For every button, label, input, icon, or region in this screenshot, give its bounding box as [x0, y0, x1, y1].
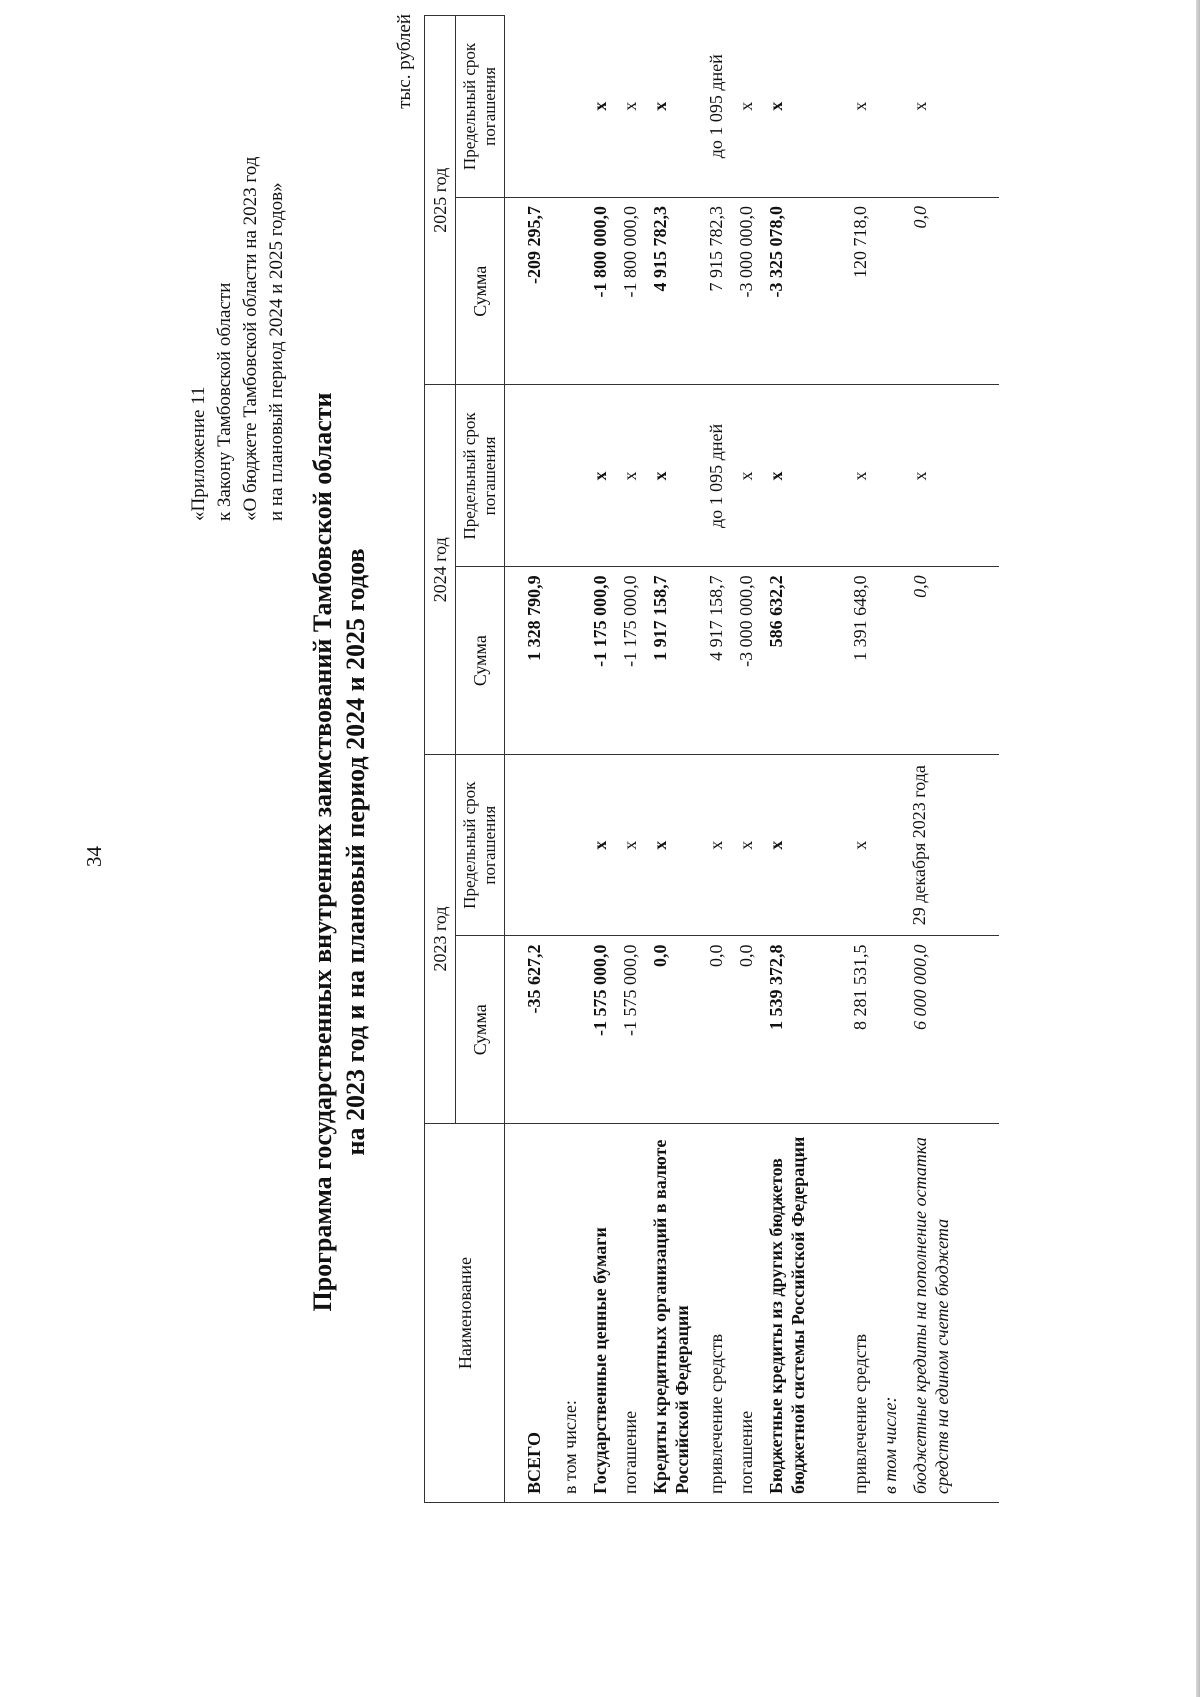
borrowing-program-table: [424, 15, 999, 1503]
term-2024: х: [589, 385, 619, 567]
sum-header-2023: Сумма: [456, 936, 505, 1124]
term-2025: х: [619, 16, 649, 198]
appendix-header: [186, 1, 290, 521]
term-2025: х: [909, 16, 999, 198]
table-row-securities: [589, 16, 619, 1503]
sum-header-2025: Сумма: [456, 197, 505, 385]
year-header-2023: 2023 год: [425, 754, 456, 1123]
row-name: в том числе:: [559, 1124, 589, 1503]
appendix-line: и на плановый период 2024 и 2025 годов»: [266, 182, 287, 521]
sum-2024: 586 632,2: [765, 567, 849, 755]
sum-2024: 1 328 790,9: [505, 567, 560, 755]
sum-2025: -3 000 000,0: [735, 197, 765, 385]
title-line-2: на 2023 год и на плановый период 2024 и 2025 годов: [341, 548, 370, 1156]
table-row-total: [505, 16, 560, 1503]
term-header-2023: Предельный срок погашения: [456, 754, 505, 936]
term-2025: х: [765, 16, 849, 198]
term-2023: х: [735, 754, 765, 936]
appendix-line: «О бюджете Тамбовской области на 2023 год: [240, 156, 261, 521]
term-2024: х: [619, 385, 649, 567]
table-row-bank-attraction: [705, 16, 735, 1503]
sum-2023: -1 575 000,0: [619, 936, 649, 1124]
term-2025: до 1 095 дней: [705, 16, 735, 198]
term-2023: [505, 754, 560, 936]
sum-2025: 0,0: [909, 197, 999, 385]
sum-2023: -35 627,2: [505, 936, 560, 1124]
term-2023: х: [705, 754, 735, 936]
term-2023: х: [619, 754, 649, 936]
term-2025: х: [735, 16, 765, 198]
sum-header-2024: Сумма: [456, 567, 505, 755]
appendix-line: «Приложение 11: [188, 386, 209, 521]
row-name: привлечение средств: [849, 1124, 879, 1503]
term-2023: [879, 754, 909, 936]
sum-2023: 0,0: [649, 936, 705, 1124]
sum-2023: [879, 936, 909, 1124]
term-2024: [505, 385, 560, 567]
term-2023: 29 декабря 2023 года: [909, 754, 999, 936]
sum-2025: [879, 197, 909, 385]
sum-2024: 4 917 158,7: [705, 567, 735, 755]
term-2025: х: [649, 16, 705, 198]
row-name: Кредиты кредитных организаций в валюте Российской Федерации: [649, 1124, 705, 1503]
term-2023: х: [649, 754, 705, 936]
table-row-including-italic: [879, 16, 909, 1503]
row-name: бюджетные кредиты на пополнение остатка средств на едином счете бюджета: [909, 1124, 999, 1503]
term-2023: [559, 754, 589, 936]
sum-2025: 4 915 782,3: [649, 197, 705, 385]
title-line-1: Программа государственных внутренних заимствований Тамбовской области: [308, 392, 337, 1312]
term-2025: х: [589, 16, 619, 198]
table-row-balance-replenishment: [909, 16, 999, 1503]
sum-2025: 7 915 782,3: [705, 197, 735, 385]
row-name: Бюджетные кредиты из других бюджетов бюджетной системы Российской Федерации: [765, 1124, 849, 1503]
term-2025: [559, 16, 589, 198]
appendix-line: к Закону Тамбовской области: [214, 282, 235, 521]
row-name: в том числе:: [879, 1124, 909, 1503]
term-2024: х: [735, 385, 765, 567]
table-row-budget-credits: [765, 16, 849, 1503]
term-header-2024: Предельный срок погашения: [456, 385, 505, 567]
term-2024: х: [849, 385, 879, 567]
sum-2023: [559, 936, 589, 1124]
term-header-2025: Предельный срок погашения: [456, 16, 505, 198]
term-2025: [505, 16, 560, 198]
sum-2023: 1 539 372,8: [765, 936, 849, 1124]
term-2024: [879, 385, 909, 567]
sum-2025: [559, 197, 589, 385]
term-2024: х: [909, 385, 999, 567]
term-2024: [559, 385, 589, 567]
term-2024: до 1 095 дней: [705, 385, 735, 567]
sum-2024: 1 917 158,7: [649, 567, 705, 755]
sum-2025: -1 800 000,0: [589, 197, 619, 385]
term-2024: х: [765, 385, 849, 567]
sum-2025: 120 718,0: [849, 197, 879, 385]
term-2023: х: [849, 754, 879, 936]
row-name: Государственные ценные бумаги: [589, 1124, 619, 1503]
sum-2025: -3 325 078,0: [765, 197, 849, 385]
sum-2023: 8 281 531,5: [849, 936, 879, 1124]
sum-2025: -1 800 000,0: [619, 197, 649, 385]
term-2024: х: [649, 385, 705, 567]
sum-2024: 0,0: [909, 567, 999, 755]
row-name: ВСЕГО: [505, 1124, 560, 1503]
sum-2024: [879, 567, 909, 755]
term-2025: х: [849, 16, 879, 198]
table-row-securities-repayment: [619, 16, 649, 1503]
sum-2023: 6 000 000,0: [909, 936, 999, 1124]
sum-2023: -1 575 000,0: [589, 936, 619, 1124]
sum-2024: -3 000 000,0: [735, 567, 765, 755]
document-title: [306, 87, 372, 1617]
table-row-bank-credits: [649, 16, 705, 1503]
page-number: 34: [82, 846, 106, 867]
sum-2023: 0,0: [705, 936, 735, 1124]
name-column-header: Наименование: [425, 1124, 505, 1503]
sum-2024: -1 175 000,0: [589, 567, 619, 755]
table-row-including: [559, 16, 589, 1503]
units-label: тыс. рублей: [394, 14, 415, 109]
row-name: погашение: [735, 1124, 765, 1503]
sum-2025: -209 295,7: [505, 197, 560, 385]
row-name: погашение: [619, 1124, 649, 1503]
sum-2024: -1 175 000,0: [619, 567, 649, 755]
term-2025: [879, 16, 909, 198]
row-name: привлечение средств: [705, 1124, 735, 1503]
term-2023: х: [589, 754, 619, 936]
sum-2024: [559, 567, 589, 755]
term-2023: х: [765, 754, 849, 936]
table-row-budget-attraction: [849, 16, 879, 1503]
year-header-2025: 2025 год: [425, 16, 456, 386]
year-header-2024: 2024 год: [425, 385, 456, 754]
table-row-bank-repayment: [735, 16, 765, 1503]
sum-2024: 1 391 648,0: [849, 567, 879, 755]
sum-2023: 0,0: [735, 936, 765, 1124]
